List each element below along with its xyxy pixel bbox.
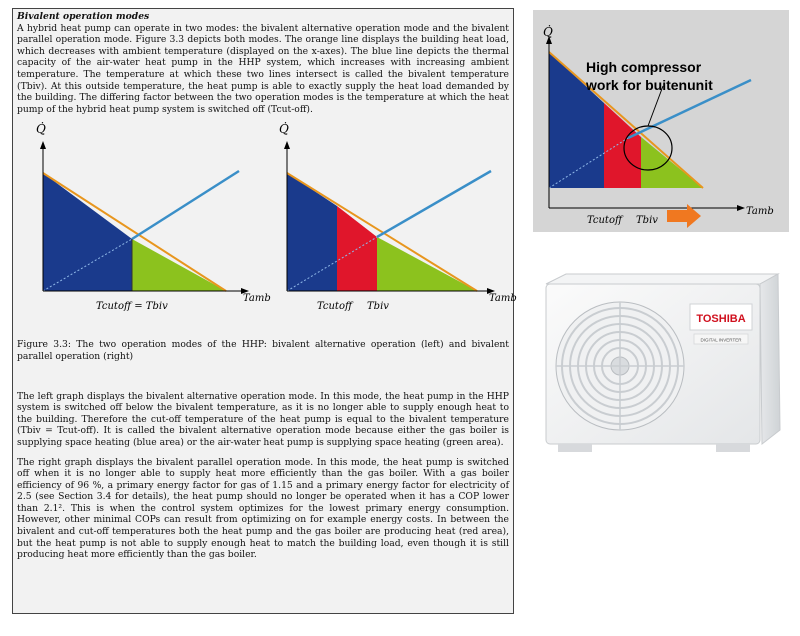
- outdoor-unit-image: [530, 262, 794, 472]
- annotation-line-2: work for buitenunit: [586, 77, 713, 93]
- badge-text: DIGITAL INVERTER: [700, 337, 742, 343]
- heat-pump-capacity-line: [132, 171, 239, 239]
- marker-label: Tcutoff = Tbiv: [96, 301, 168, 313]
- heat-pump-capacity-line: [377, 171, 491, 237]
- x-axis-label: Tamb: [243, 293, 271, 305]
- y-axis-arrow: [284, 141, 290, 149]
- y-axis-label: Q̇: [36, 122, 46, 137]
- unit-top: [546, 274, 778, 284]
- x-axis-label: Tamb: [489, 293, 517, 305]
- fan-grille: [556, 302, 684, 430]
- annotated-graph: [533, 10, 789, 232]
- biv-label: Tbiv: [636, 215, 658, 226]
- cutoff-label: Tcutoff: [317, 301, 353, 313]
- paragraph-left-graph: The left graph displays the bivalent alternative operation mode. In this mode, the heat pump in the HHP system is switched off below the bivalent temperature, as it is no longer able to supply enough heat to the building. Therefore the cut-off temperature of the heat pump is equal to the bivalent temperature (Tbiv = Tcut-off). It is called the bivalent alternative operation mode because either the gas boiler is supplying space heating (blue area) or the air-water heat pump is supplying space heating (green area).: [17, 390, 509, 448]
- section-title: Bivalent operation modes: [17, 11, 150, 22]
- brand-logo: TOSHIBA: [696, 313, 746, 325]
- heat-pump-area: [377, 237, 477, 291]
- graph-bivalent-alternative: [21, 119, 271, 333]
- x-axis-label: Tamb: [746, 206, 774, 217]
- figure-caption: Figure 3.3: The two operation modes of the HHP: bivalent alternative operation (left) and bivalent parallel operation (right): [17, 339, 509, 362]
- y-axis-label: Q̇: [279, 122, 289, 137]
- gas-boiler-area: [43, 173, 132, 291]
- gas-boiler-area: [287, 173, 337, 291]
- y-axis-arrow: [40, 141, 46, 149]
- paragraph-right-graph: The right graph displays the bivalent parallel operation mode. In this mode, the heat pump is switched off when it is no longer able to supply heat more efficiently than the gas boiler. With a gas boiler efficiency of 96 %, a primary energy factor for gas of 1.15 and a primary energy factor for electricity of 2.5 (see Section 3.4 for details), the heat pump should no longer be operated when it has a COP lower than 2.1². This is when the control system optimizes for the lowest primary energy consumption. However, other minimal COPs can result from optimizing on for example energy costs. In between the bivalent and cut-off temperatures both the heat pump and the gas boiler are producing heat (red area), but the heat pump is not able to supply enough heat to match the building load, even though it is still producing heat more efficiently than the gas boiler.: [17, 456, 509, 561]
- heat-pump-outdoor-unit: [530, 262, 794, 472]
- unit-foot-right: [716, 444, 750, 452]
- graph-bivalent-parallel: [267, 119, 517, 333]
- heat-pump-area: [132, 239, 226, 291]
- unit-foot-left: [558, 444, 592, 452]
- y-axis-label: Q̇: [543, 25, 553, 39]
- paragraph-intro: A hybrid heat pump can operate in two modes: the bivalent alternative operation mode and the bivalent parallel operation mode. Figure 3.3 depicts both modes. The orange line displays the building heat load, which decreases with ambient temperature (displayed on the x-axes). The blue line depicts the thermal capacity of the air-water heat pump in the HHP system, which increases with increasing ambient temperature. The temperature at which these two lines intersect is called the bivalent temperature (Tbiv). At this outside temperature, the heat pump is able to exactly supply the heat load demanded by the building. The differing factor between the two operation modes is the temperature at which the heat pump of the hybrid heat pump system is switched off (Tcut-off).: [17, 22, 509, 115]
- annotation-line-1: High compressor: [586, 59, 702, 75]
- cutoff-label: Tcutoff: [587, 215, 623, 226]
- figure-graphs: [17, 119, 517, 333]
- x-axis-arrow: [737, 205, 745, 211]
- annotated-graph-panel: [533, 10, 789, 232]
- unit-side: [760, 274, 780, 444]
- document-page: [12, 8, 517, 614]
- biv-label: Tbiv: [367, 301, 389, 313]
